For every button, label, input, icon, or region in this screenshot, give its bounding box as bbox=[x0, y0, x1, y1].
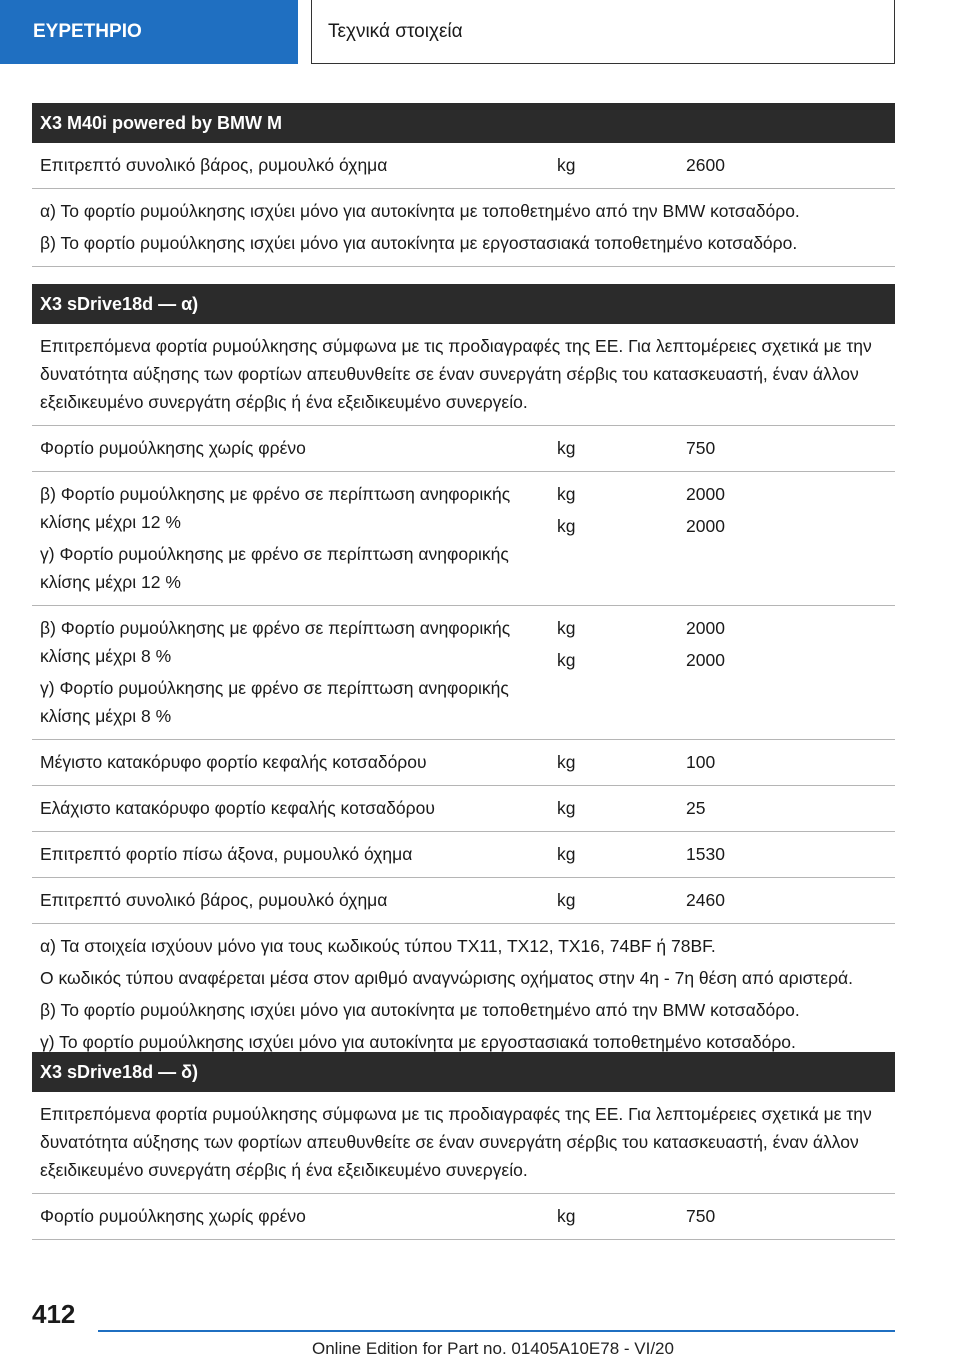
footnote: α) Το φορτίο ρυμούλκησης ισχύει μόνο για αυτοκίνητα με τοποθετημένο από την BMW κοτσαδόρο. bbox=[40, 201, 800, 221]
row-value: 750 bbox=[686, 1206, 716, 1226]
row-label: Φορτίο ρυμούλκησης χωρίς φρένο bbox=[40, 1206, 306, 1226]
unit-line: kg bbox=[557, 618, 576, 638]
row-unit: kg bbox=[557, 155, 576, 175]
unit-line: kg bbox=[557, 650, 576, 670]
value-line: 2000 bbox=[686, 618, 725, 638]
row-label-line: γ) Φορτίο ρυμούλκησης με φρένο σε περίπτωση ανηφορικής κλίσης μέχρι 8 % bbox=[40, 678, 509, 726]
footnote: β) Το φορτίο ρυμούλκησης ισχύει μόνο για αυτοκίνητα με εργοστασιακά τοποθετημένο κοτσαδόρο. bbox=[40, 233, 798, 253]
row-value: 1530 bbox=[686, 844, 725, 864]
row-label-line: β) Φορτίο ρυμούλκησης με φρένο σε περίπτωση ανηφορικής κλίσης μέχρι 12 % bbox=[40, 484, 511, 532]
row-label: Μέγιστο κατακόρυφο φορτίο κεφαλής κοτσαδόρου bbox=[40, 752, 427, 772]
table-row bbox=[32, 1194, 895, 1240]
table-row bbox=[32, 606, 895, 740]
footnote: γ) Το φορτίο ρυμούλκησης ισχύει μόνο για αυτοκίνητα με εργοστασιακά τοποθετημένο κοτσαδόρο. bbox=[40, 1032, 796, 1052]
row-unit: kg bbox=[557, 1206, 576, 1226]
unit-line: kg bbox=[557, 484, 576, 504]
row-label: Επιτρεπτό συνολικό βάρος, ρυμουλκό όχημα bbox=[40, 155, 388, 175]
row-label-line: β) Φορτίο ρυμούλκησης με φρένο σε περίπτωση ανηφορικής κλίσης μέχρι 8 % bbox=[40, 618, 511, 666]
row-value: 100 bbox=[686, 752, 716, 772]
page-number: 412 bbox=[32, 1299, 76, 1329]
table-row bbox=[32, 143, 895, 189]
footnote: α) Τα στοιχεία ισχύουν μόνο για τους κωδικούς τύπου TX11, TX12, TX16, 74BF ή 78BF. bbox=[40, 936, 716, 956]
footer-divider bbox=[98, 1330, 895, 1332]
row-unit: kg bbox=[557, 798, 576, 818]
row-value: 750 bbox=[686, 438, 716, 458]
footnotes bbox=[32, 189, 895, 267]
chapter-title-tab[interactable]: Τεχνικά στοιχεία bbox=[311, 0, 895, 64]
intro-text: Επιτρεπόμενα φορτία ρυμούλκησης σύμφωνα με τις προδιαγραφές της ΕΕ. Για λεπτομέρειες σχετικά με την δυνατότητα αύξησης των φορτίων απευθυνθείτε σε έναν συνεργάτη σέρβις του κατασκευαστή, έναν άλλον εξειδικευμένο συνεργάτη σέρβις ή ένα εξειδικευμένο συνεργείο. bbox=[40, 336, 872, 412]
row-value: 2460 bbox=[686, 890, 725, 910]
row-unit bbox=[557, 614, 686, 730]
row-value: 25 bbox=[686, 798, 706, 818]
row-value bbox=[686, 614, 895, 730]
value-line: 2000 bbox=[686, 516, 725, 536]
row-unit: kg bbox=[557, 890, 576, 910]
row-label: Επιτρεπτό συνολικό βάρος, ρυμουλκό όχημα bbox=[40, 890, 388, 910]
row-value: 2600 bbox=[686, 155, 725, 175]
table-row bbox=[32, 786, 895, 832]
row-unit: kg bbox=[557, 844, 576, 864]
row-label-line: γ) Φορτίο ρυμούλκησης με φρένο σε περίπτωση ανηφορικής κλίσης μέχρι 12 % bbox=[40, 544, 509, 592]
footnote: β) Το φορτίο ρυμούλκησης ισχύει μόνο για αυτοκίνητα με τοποθετημένο από την BMW κοτσαδόρο. bbox=[40, 1000, 800, 1020]
unit-line: kg bbox=[557, 516, 576, 536]
section-intro bbox=[32, 1092, 895, 1194]
index-tab[interactable]: ΕΥΡΕΤΗΡΙΟ bbox=[0, 0, 298, 64]
section-heading: X3 M40i powered by BMW M bbox=[32, 103, 895, 143]
section-x3-sdrive18d-d bbox=[32, 1052, 895, 1240]
table-row bbox=[32, 426, 895, 472]
table-row bbox=[32, 740, 895, 786]
row-value bbox=[686, 480, 895, 596]
row-unit: kg bbox=[557, 438, 576, 458]
row-label bbox=[40, 480, 557, 596]
row-label bbox=[40, 614, 557, 730]
table-row bbox=[32, 832, 895, 878]
row-unit: kg bbox=[557, 752, 576, 772]
value-line: 2000 bbox=[686, 650, 725, 670]
edition-footer: Online Edition for Part no. 01405A10E78 - VI/20 bbox=[312, 1339, 674, 1358]
value-line: 2000 bbox=[686, 484, 725, 504]
table-row bbox=[32, 878, 895, 924]
row-unit bbox=[557, 480, 686, 596]
row-label: Ελάχιστο κατακόρυφο φορτίο κεφαλής κοτσαδόρου bbox=[40, 798, 435, 818]
section-heading: X3 sDrive18d — α) bbox=[32, 284, 895, 324]
section-x3-m40i bbox=[32, 103, 895, 267]
section-heading: X3 sDrive18d — δ) bbox=[32, 1052, 895, 1092]
table-row bbox=[32, 472, 895, 606]
section-intro bbox=[32, 324, 895, 426]
row-label: Φορτίο ρυμούλκησης χωρίς φρένο bbox=[40, 438, 306, 458]
footnote: Ο κωδικός τύπου αναφέρεται μέσα στον αριθμό αναγνώρισης οχήματος στην 4η - 7η θέση από αριστερά. bbox=[40, 968, 854, 988]
intro-text: Επιτρεπόμενα φορτία ρυμούλκησης σύμφωνα με τις προδιαγραφές της ΕΕ. Για λεπτομέρειες σχετικά με την δυνατότητα αύξησης των φορτίων απευθυνθείτε σε έναν συνεργάτη σέρβις του κατασκευαστή, έναν άλλον εξειδικευμένο συνεργάτη σέρβις ή ένα εξειδικευμένο συνεργείο. bbox=[40, 1104, 872, 1180]
footnotes bbox=[32, 924, 895, 1066]
row-label: Επιτρεπτό φορτίο πίσω άξονα, ρυμουλκό όχημα bbox=[40, 844, 413, 864]
section-x3-sdrive18d-a bbox=[32, 284, 895, 1066]
